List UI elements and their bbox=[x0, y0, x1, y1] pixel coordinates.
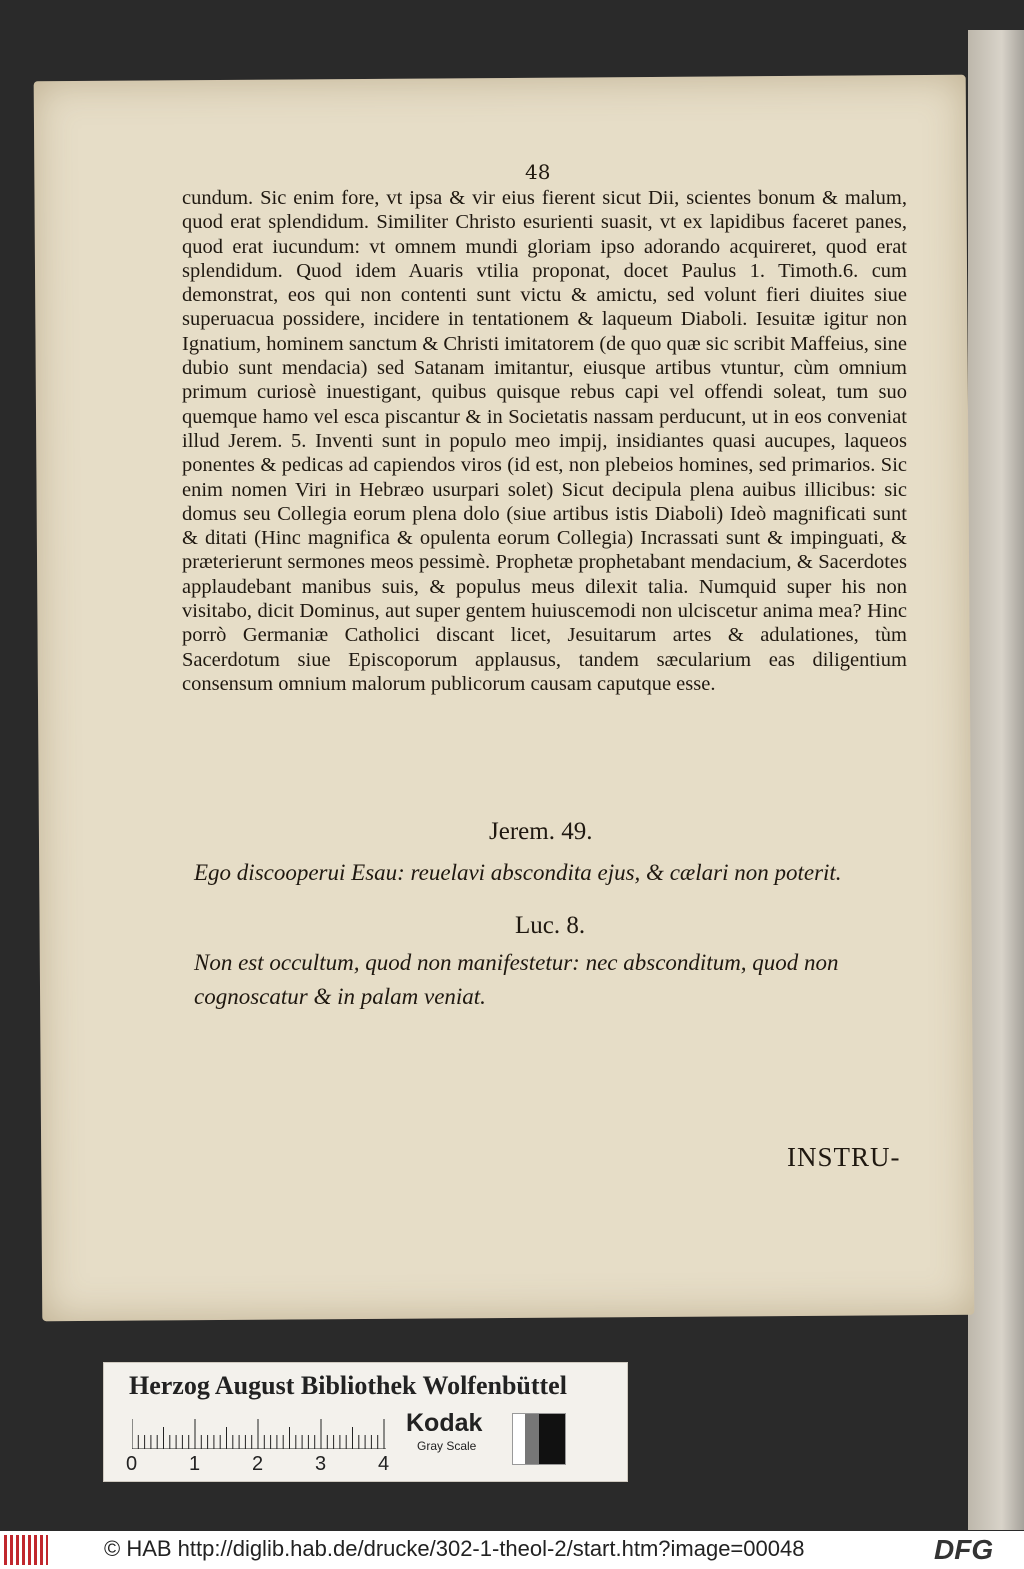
color-calibration-card bbox=[103, 1362, 628, 1482]
body-paragraph: cundum. Sic enim fore, vt ipsa & vir eius fierent sicut Dii, scientes bonum & malum, quod erat splendidum. Similiter Christo esurienti suasit, vt ex lapidibus faceret panes, quod erat iucundum: vt omnem mundi gloriam ipso adorando acquireret, quod erat splendidum. Quod idem Auaris vtilia proponat, docet Paulus 1. Timoth.6. cum demonstrat, eos qui non contenti sunt victu & amictu, sed volunt fieri diuites siue superuacua possidere, incidere in tentationem & laqueum Diaboli. Iesuitæ igitur non Ignatium, hominem sanctum & Christi imitatorem (de quo quæ sic scribit Maffeius, sine dubio sunt mendacia) sed Satanam imitantur, eiusque artibus vtuntur, cùm omnium primum curiosè inuestigant, quibus quisque rebus capi vel offendi soleat, tum suo quemque hamo vel esca piscantur & in Societatis nassam perducunt, ut in eos conveniat illud Jerem. 5. Inventi sunt in populo meo impij, insidiantes quasi aucupes, laqueos ponentes & pedicas ad capiendos viros (id est, non plebeios homines, sed primarios. Sic enim nomen Viri in Hebræo usurpari solet) Sicut decipula plena auibus illicibus: sic domus seu Collegia eorum plena dolo (siue artibus istis Diaboli) Ideò magnificati sunt & ditati (Hinc magnifica & opulenta eorum Collegia) Incrassati sunt & impinguati, & præterierunt sermones meos pessimè. Prophetæ prophetabant mendacium, & Sacerdotes applaudebant manibus suis, & populus meus dilexit talia. Numquid super his non visitabo, dicit Dominus, aut super gentem huiuscemodi non ulciscetur anima mea? Hinc porrò Germaniæ Catholici discant licet, Jesuitarum artes & adulationes, tùm Sacerdotum siue Episcoporum applausus, tandem sæcularium eas diligentium consensum omnium malorum publicorum causam caputque esse. bbox=[182, 187, 907, 695]
ruler-number: 3 bbox=[315, 1453, 327, 1475]
ruler-scale-icon bbox=[132, 1415, 386, 1449]
catchword: INSTRU- bbox=[787, 1142, 901, 1172]
gray-swatch-icon bbox=[512, 1413, 566, 1465]
quote-luke: Non est occultum, quod non manifestetur: nec absconditum, quod non cognoscatur & in palam veniat. bbox=[194, 950, 839, 1009]
quote-jeremiah: Ego discooperui Esau: reuelavi abscondita ejus, & cælari non poterit. bbox=[194, 860, 842, 885]
footer-bar bbox=[0, 1531, 1024, 1569]
footer-url[interactable]: © HAB http://diglib.hab.de/drucke/302-1-theol-2/start.htm?image=00048 bbox=[104, 1536, 805, 1561]
reference-jeremiah: Jerem. 49. bbox=[489, 818, 593, 845]
library-name: Herzog August Bibliothek Wolfenbüttel bbox=[129, 1371, 567, 1400]
ruler-number: 2 bbox=[252, 1453, 264, 1475]
body-text bbox=[182, 186, 907, 696]
kodak-logo: Kodak bbox=[406, 1409, 483, 1437]
ruler-number: 4 bbox=[378, 1453, 390, 1475]
dfg-logo: DFG bbox=[934, 1534, 994, 1565]
gray-scale-label: Gray Scale bbox=[417, 1439, 477, 1453]
reference-luke: Luc. 8. bbox=[515, 912, 586, 939]
hab-barcode-icon bbox=[4, 1535, 48, 1565]
page-number: 48 bbox=[525, 160, 551, 184]
adjacent-page-edge bbox=[968, 30, 1024, 1530]
ruler-number: 1 bbox=[189, 1453, 201, 1475]
ruler-number: 0 bbox=[126, 1453, 138, 1475]
